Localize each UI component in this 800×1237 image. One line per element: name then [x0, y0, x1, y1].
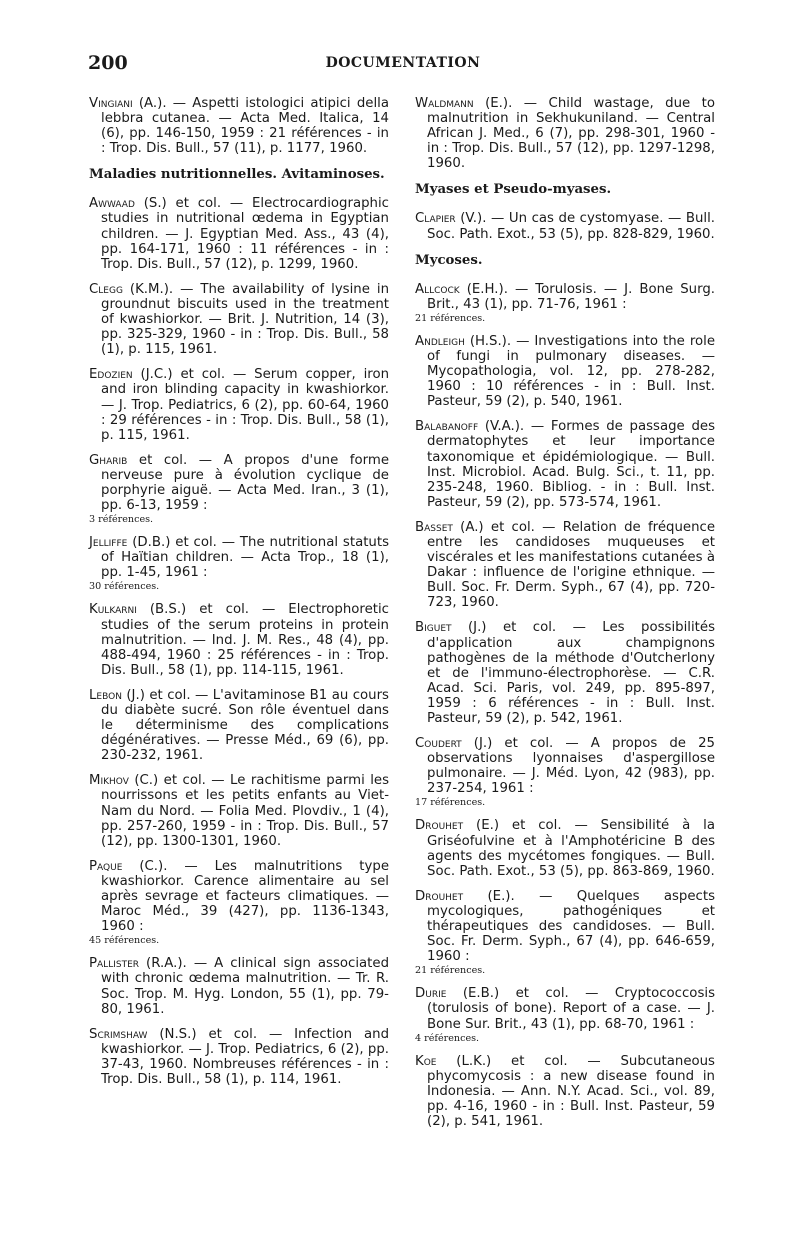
page-header	[88, 52, 718, 78]
reference-entry	[89, 773, 389, 848]
reference-entry	[415, 620, 715, 726]
reference-entry	[89, 956, 389, 1016]
reference-text: et col. — Sensibilité à la Griséofulvine et à l'Amphotéricine B des agents des mycétomes fongiques. — Bull. Soc. Path. Exot., 53 (5), pp. 863-869, 1960.	[427, 818, 715, 879]
reference-author: Jelliffe (D.B.)	[89, 535, 171, 551]
running-title: DOCUMENTATION	[325, 55, 481, 71]
reference-author: Awwaad (S.)	[89, 196, 167, 212]
reference-entry	[415, 419, 715, 510]
reference-author: Basset (A.)	[415, 519, 484, 535]
reference-text: — Quelques aspects mycologiques, pathogéniques et thérapeutiques des candidoses. — Bull. Soc. Fr. Derm. Syph., 67 (4), pp. 646-659, 1960 :	[427, 888, 716, 965]
reference-entry	[89, 602, 389, 677]
reference-text: et col. — Relation de fréquence entre les candidoses muqueuses et viscérales et les manifestations cutanées à Dakar : influence de l'origine ethnique. — Bull. Soc. Fr. Derm. Syph., 67 (4), pp. 720-723, 1960.	[427, 519, 715, 611]
reference-entry	[89, 282, 389, 357]
section-heading: Maladies nutritionnelles. Avitaminoses.	[89, 167, 385, 183]
reference-text: et col. — Infection and kwashiorkor. — J. Trop. Pediatrics, 6 (2), pp. 37-43, 1960. Nombreuses références - in : Trop. Dis. Bull., 58 (1), p. 114, 1961.	[101, 1026, 390, 1087]
reference-note: 3 références.	[89, 514, 154, 526]
reference-author: Scrimshaw (N.S.)	[89, 1026, 197, 1042]
reference-author: Drouhet (E.)	[415, 818, 500, 834]
reference-entry	[415, 889, 715, 976]
left-column	[89, 96, 389, 1097]
reference-author: Biguet (J.)	[415, 620, 487, 636]
reference-author: Kulkarni (B.S.)	[89, 602, 187, 618]
reference-entry	[415, 1054, 715, 1129]
reference-author: Koe (L.K.)	[415, 1053, 492, 1069]
reference-text: et col. — Electrocardiographic studies in nutritional œdema in Egyptian children. — J. Egyptian Med. Ass., 43 (4), pp. 164-171, 1960 : 11 références - in : Trop. Dis. Bull., 57 (12), p. 1299, 1960.	[101, 196, 389, 272]
reference-text: et col. — Electrophoretic studies of the serum proteins in protein malnutrition. — Ind. J. M. Res., 48 (4), pp. 488-494, 1960 : 25 références - in : Trop. Dis. Bull., 58 (1), pp. 114-115, 1961.	[101, 602, 389, 678]
reference-entry	[415, 736, 715, 808]
reference-note: 45 références.	[89, 935, 160, 947]
reference-author: Drouhet (E.).	[415, 888, 515, 904]
section-heading: Mycoses.	[415, 252, 483, 268]
reference-author: Edozien (J.C.)	[89, 367, 173, 383]
reference-entry	[89, 859, 389, 946]
right-column	[415, 96, 715, 1139]
reference-text: et col. — Serum copper, iron and iron blinding capacity in kwashiorkor. — J. Trop. Pediatrics, 6 (2), pp. 60-64, 1960 : 29 références - in : Trop. Dis. Bull., 58 (1), p. 115, 1961.	[101, 367, 390, 443]
reference-entry	[89, 196, 389, 271]
reference-text: — Un cas de cystomyase. — Bull. Soc. Path. Exot., 53 (5), pp. 828-829, 1960.	[427, 211, 715, 242]
reference-text: — The availability of lysine in groundnut biscuits used in the treatment of kwashiorkor. — Brit. J. Nutrition, 14 (3), pp. 325-329, 1960 - in : Trop. Dis. Bull., 58 (1), p. 115, 1961.	[101, 281, 389, 358]
page-number: 200	[88, 52, 128, 74]
reference-text: et col. — A propos de 25 observations lyonnaises d'aspergillose pulmonaire. — J. Méd. Lyon, 42 (983), pp. 237-254, 1961 :	[427, 736, 716, 797]
reference-author: Pallister (R.A.).	[89, 956, 187, 972]
reference-author: Clapier (V.).	[415, 211, 487, 227]
reference-text: — A clinical sign associated with chronic œdema malnutrition. — Tr. R. Soc. Trop. M. Hyg. London, 55 (1), pp. 79-80, 1961.	[101, 956, 390, 1017]
reference-entry	[89, 1027, 389, 1087]
reference-text: — Aspetti istologici atipici della lebbra cutanea. — Acta Med. Italica, 14 (6), pp. 146-150, 1959 : 21 références - in : Trop. Dis. Bull., 57 (11), p. 1177, 1960.	[101, 96, 389, 157]
reference-note: 17 références.	[415, 797, 486, 809]
reference-author: Coudert (J.)	[415, 736, 493, 752]
reference-entry	[415, 211, 715, 241]
reference-text: et col. — The nutritional statuts of Haïtian children. — Acta Trop., 18 (1), pp. 1-45, 1961 :	[101, 535, 389, 581]
reference-entry	[415, 818, 715, 878]
reference-author: Mikhov (C.)	[89, 773, 159, 789]
reference-entry	[415, 986, 715, 1043]
reference-entry	[89, 535, 389, 592]
reference-text: et col. — Cryptococcosis (torulosis of bone). Report of a case. — J. Bone Sur. Brit., 43 (1), pp. 68-70, 1961 :	[427, 986, 715, 1032]
reference-author: Paque (C.).	[89, 858, 168, 874]
reference-entry	[89, 367, 389, 442]
reference-text: et col. — Subcutaneous phycomycosis : a new disease found in Indonesia. — Ann. N.Y. Acad. Sci., vol. 89, pp. 4-16, 1960 - in : Bull. Inst. Pasteur, 59 (2), p. 541, 1961.	[427, 1053, 715, 1129]
reference-author: Durie (E.B.)	[415, 986, 500, 1002]
reference-text: et col. — A propos d'une forme nerveuse pure à évolution cyclique de porphyrie aiguë. — Acta Med. Iran., 3 (1), pp. 6-13, 1959 :	[101, 452, 389, 514]
reference-author: Balabanoff (V.A.).	[415, 419, 525, 435]
reference-entry	[415, 520, 715, 611]
reference-text: — Investigations into the role of fungi in pulmonary diseases. — Mycopathologia, vol. 12, pp. 278-282, 1960 : 10 références - in : Bull. Inst. Pasteur, 59 (2), p. 540, 1961.	[427, 333, 716, 410]
reference-author: Gharib	[89, 452, 128, 468]
reference-note: 21 références.	[415, 312, 486, 324]
reference-author: Vingiani (A.).	[89, 96, 167, 111]
reference-text: et col. — Les possibilités d'application aux champignons pathogènes de la méthode d'Outcherlony et de l'immuno-électrophorèse. — C.R. Acad. Sci. Paris, vol. 249, pp. 895-897, 1959 : 6 références - in : Bull. Inst. Pasteur, 59 (2), p. 542, 1961.	[427, 620, 715, 726]
reference-entry	[415, 282, 715, 324]
reference-text: — Formes de passage des dermatophytes et leur importance taxonomique et épidémiologique. — Bull. Inst. Microbiol. Acad. Bulg. Sci., t. 11, pp. 235-248, 1960. Bibliog. - in : Bull. Inst. Pasteur, 59 (2), pp. 573-574, 1961.	[427, 419, 715, 510]
reference-entry	[89, 453, 389, 525]
reference-author: Andleigh (H.S.).	[415, 333, 512, 349]
reference-text: et col. — L'avitaminose B1 au cours du diabète sucré. Son rôle éventuel dans le déterminisme des complications dégénératives. — Presse Méd., 69 (6), pp. 230-232, 1961.	[101, 687, 389, 764]
reference-author: Lebon (J.)	[89, 687, 145, 703]
reference-author: Waldmann (E.).	[415, 96, 513, 111]
reference-entry	[415, 96, 715, 171]
reference-text: et col. — Le rachitisme parmi les nourrissons et les petits enfants au Viet-Nam du Nord. — Folia Med. Plovdiv., 1 (4), pp. 257-260, 1959 - in : Trop. Dis. Bull., 57 (12), pp. 1300-1301, 1960.	[101, 773, 390, 849]
reference-note: 30 références.	[89, 581, 160, 593]
reference-note: 4 références.	[415, 1032, 480, 1044]
reference-author: Allcock (E.H.).	[415, 281, 508, 297]
reference-text: — Torulosis. — J. Bone Surg. Brit., 43 (1), pp. 71-76, 1961 :	[427, 281, 715, 312]
reference-entry	[89, 96, 389, 156]
reference-entry	[89, 688, 389, 763]
reference-entry	[415, 334, 715, 409]
reference-author: Clegg (K.M.).	[89, 281, 174, 297]
reference-text: — Les malnutritions type kwashiorkor. Carence alimentaire au sel après sevrage et facteurs climatiques. — Maroc Méd., 39 (427), pp. 1136-1343, 1960 :	[101, 858, 390, 935]
section-heading: Myases et Pseudo-myases.	[415, 182, 612, 198]
reference-note: 21 références.	[415, 965, 486, 977]
reference-text: — Child wastage, due to malnutrition in Sekhukuniland. — Central African J. Med., 6 (7), pp. 298-301, 1960 - in : Trop. Dis. Bull., 57 (12), pp. 1297-1298, 1960.	[427, 96, 716, 172]
